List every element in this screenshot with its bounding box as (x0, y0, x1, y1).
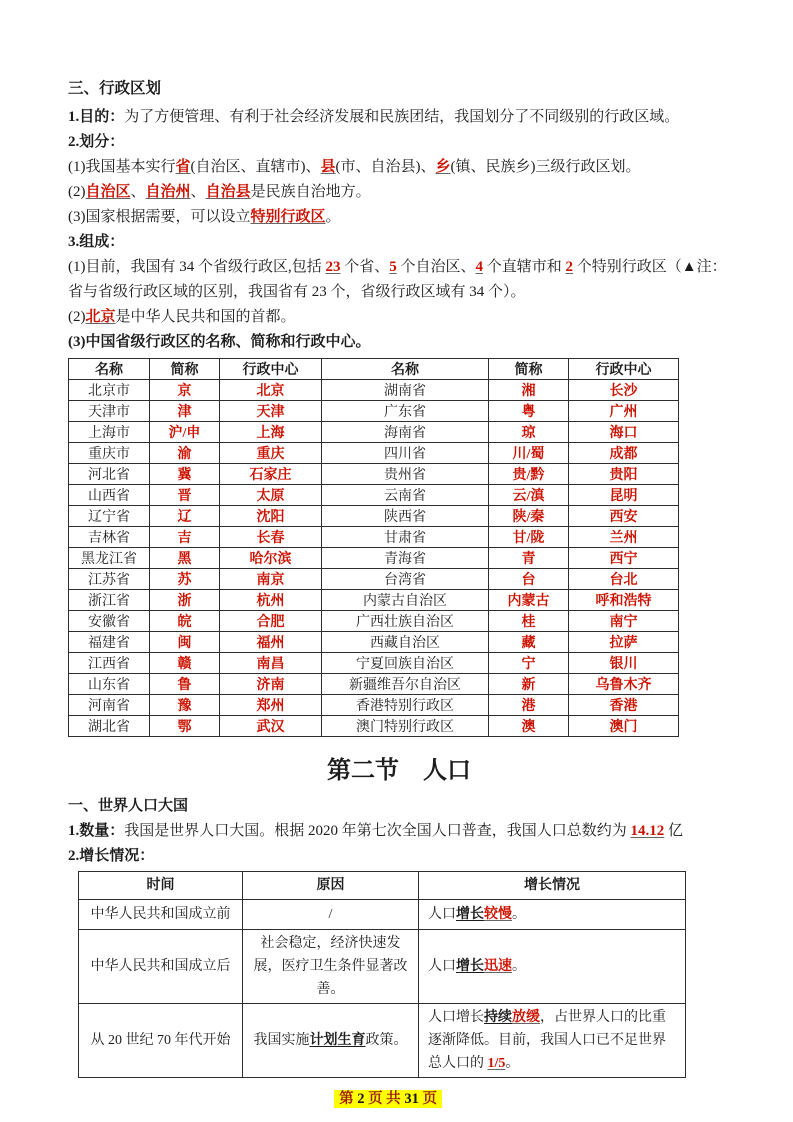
text-line (68, 305, 730, 330)
table-cell: 台 (489, 569, 569, 590)
table-cell: 石家庄 (220, 464, 322, 485)
table-cell: 鄂 (150, 716, 220, 737)
column-header-time: 时间 (79, 872, 243, 900)
text-segment: (镇、民族乡)三级行政区划。 (450, 159, 641, 175)
text-segment: 一、世界人口大国 (68, 798, 189, 814)
table-cell: 黑龙江省 (69, 548, 150, 569)
table-cell: 陕/秦 (489, 506, 569, 527)
table-cell: 上海 (220, 422, 322, 443)
table-cell: 青海省 (322, 548, 489, 569)
table-cell: 琼 (489, 422, 569, 443)
table-cell: 山西省 (69, 485, 150, 506)
table-cell: 昆明 (569, 485, 679, 506)
table-cell: 湘 (489, 380, 569, 401)
table-cell: 港 (489, 695, 569, 716)
text-segment: 4 (475, 259, 484, 275)
text-segment: 我国是世界人口大国。根据 2020 年第七次全国人口普查，我国人口总数约为 (124, 823, 631, 839)
table-row (69, 527, 679, 548)
table-cell: 晋 (150, 485, 220, 506)
text-segment: 人口 (428, 907, 456, 922)
table-cell: 豫 (150, 695, 220, 716)
table-cell: 湖南省 (322, 380, 489, 401)
table-cell (79, 930, 243, 1004)
table-cell: 香港特别行政区 (322, 695, 489, 716)
text-segment: 特别行政区 (250, 209, 326, 225)
column-header-name-right: 名称 (322, 359, 489, 380)
table-cell: 澳门特别行政区 (322, 716, 489, 737)
table-cell: 陕西省 (322, 506, 489, 527)
text-segment: 增长 (456, 959, 484, 974)
table-cell: 哈尔滨 (220, 548, 322, 569)
table-row (69, 716, 679, 737)
table-cell: 济南 (220, 674, 322, 695)
text-segment: 3.组成： (68, 234, 125, 250)
population-text-block (68, 794, 733, 869)
column-header-name-left: 名称 (69, 359, 150, 380)
text-segment: 较慢 (484, 907, 512, 922)
text-line (68, 230, 730, 255)
growth-table-header (79, 872, 686, 900)
table-cell: 天津 (220, 401, 322, 422)
column-header-abbr-right: 简称 (489, 359, 569, 380)
text-segment: 页 共 (364, 1091, 405, 1107)
table-cell: 西宁 (569, 548, 679, 569)
text-segment: (3)国家根据需要，可以设立 (68, 209, 251, 225)
admin-text-block (68, 105, 733, 355)
text-segment: 人口 (428, 959, 456, 974)
table-cell: 成都 (569, 443, 679, 464)
population-growth-table (78, 871, 686, 1078)
text-segment: 亿 (664, 823, 684, 839)
table-cell: 藏 (489, 632, 569, 653)
table-cell: 台湾省 (322, 569, 489, 590)
table-cell: 苏 (150, 569, 220, 590)
page-footer (68, 1087, 708, 1108)
text-segment: 乡 (435, 159, 451, 175)
text-segment: 页 (418, 1091, 437, 1107)
table-cell: 甘肃省 (322, 527, 489, 548)
table-cell: 沪/申 (150, 422, 220, 443)
table-cell: 云南省 (322, 485, 489, 506)
table-cell: 武汉 (220, 716, 322, 737)
text-segment: 自治州 (145, 184, 191, 200)
text-segment: 2 (565, 259, 574, 275)
table-cell: 北京 (220, 380, 322, 401)
text-segment: 县 (320, 159, 336, 175)
text-segment: 2 (357, 1091, 365, 1107)
table-cell: 福州 (220, 632, 322, 653)
table-cell: 辽宁省 (69, 506, 150, 527)
province-table (68, 358, 679, 737)
table-row (69, 674, 679, 695)
table-cell: 内蒙古自治区 (322, 590, 489, 611)
table-row (69, 422, 679, 443)
text-segment: 23 (325, 259, 341, 275)
table-row (79, 900, 686, 930)
table-cell (243, 930, 419, 1004)
table-cell: 江西省 (69, 653, 150, 674)
text-segment: 个特别行政区（▲注：省与省级行政区域的区别，我国省有 23 个，省级行政区域有 34 个）。 (68, 259, 727, 300)
text-segment: 。 (325, 209, 341, 225)
table-cell: 西安 (569, 506, 679, 527)
text-segment: (1)目前，我国有 34 个省级行政区,包括 (68, 259, 326, 275)
table-cell: 西藏自治区 (322, 632, 489, 653)
table-row (69, 506, 679, 527)
table-cell: 新 (489, 674, 569, 695)
table-cell: 天津市 (69, 401, 150, 422)
text-segment: (自治区、直辖市)、 (190, 159, 321, 175)
table-cell: 黑 (150, 548, 220, 569)
table-cell: 赣 (150, 653, 220, 674)
table-cell: 闽 (150, 632, 220, 653)
table-cell: 云/滇 (489, 485, 569, 506)
table-cell: 澳 (489, 716, 569, 737)
table-cell: 南京 (220, 569, 322, 590)
text-segment: 计划生育 (309, 1033, 366, 1048)
province-table-header (69, 359, 679, 380)
text-segment: 14.12 (630, 823, 665, 839)
text-line (68, 255, 730, 305)
text-line (68, 330, 730, 355)
table-cell: 福建省 (69, 632, 150, 653)
table-cell: 太原 (220, 485, 322, 506)
table-cell (79, 1004, 243, 1078)
table-cell: 冀 (150, 464, 220, 485)
text-segment: 中华人民共和国成立前 (90, 907, 231, 922)
admin-section-heading: 三、行政区划 (68, 80, 162, 97)
text-segment: 我国实施 (253, 1033, 310, 1048)
table-cell: 吉林省 (69, 527, 150, 548)
table-header-row (79, 872, 686, 900)
table-row (69, 611, 679, 632)
table-cell: 台北 (569, 569, 679, 590)
table-cell: 山东省 (69, 674, 150, 695)
page-number-badge (334, 1090, 442, 1108)
table-row (69, 548, 679, 569)
table-cell: 呼和浩特 (569, 590, 679, 611)
table-cell: 兰州 (569, 527, 679, 548)
text-segment: 社会稳定，经济快速发展，医疗卫生条件显著改善。 (253, 936, 408, 997)
table-cell: 南宁 (569, 611, 679, 632)
table-row (69, 569, 679, 590)
text-segment: 自治区 (85, 184, 131, 200)
table-header-row (69, 359, 679, 380)
table-cell: 郑州 (220, 695, 322, 716)
text-segment: ，占世界人口的比重逐渐降低。目前，我国人口已不足世界总人口的 (428, 1010, 666, 1071)
text-segment: (2) (68, 309, 86, 325)
column-header-capital-left: 行政中心 (220, 359, 322, 380)
text-line (68, 205, 730, 230)
table-cell: 贵阳 (569, 464, 679, 485)
table-cell: 拉萨 (569, 632, 679, 653)
table-cell: 宁 (489, 653, 569, 674)
table-cell: 甘/陇 (489, 527, 569, 548)
text-line (68, 130, 730, 155)
text-segment: 增长 (456, 907, 484, 922)
table-cell: 广东省 (322, 401, 489, 422)
text-segment: 是民族自治地方。 (250, 184, 371, 200)
table-cell: 沈阳 (220, 506, 322, 527)
table-cell (419, 1004, 686, 1078)
table-row (69, 695, 679, 716)
text-segment: 、 (190, 184, 206, 200)
text-segment: 1.数量： (68, 823, 125, 839)
table-row (69, 380, 679, 401)
table-cell: 贵州省 (322, 464, 489, 485)
table-cell: 贵/黔 (489, 464, 569, 485)
table-cell (419, 900, 686, 930)
text-segment: 5 (389, 259, 397, 275)
table-row (69, 485, 679, 506)
text-line (68, 105, 730, 130)
table-cell: 津 (150, 401, 220, 422)
text-segment: (1)我国基本实行 (68, 159, 176, 175)
table-cell: 广西壮族自治区 (322, 611, 489, 632)
text-segment: 是中华人民共和国的首都。 (115, 309, 296, 325)
table-cell: 桂 (489, 611, 569, 632)
text-segment: 持续 (484, 1010, 512, 1025)
text-segment: 个直辖市和 (483, 259, 566, 275)
table-row (69, 443, 679, 464)
table-row (69, 401, 679, 422)
table-cell: 广州 (569, 401, 679, 422)
text-segment: 中华人民共和国成立后 (90, 959, 231, 974)
text-segment: 。 (505, 1056, 520, 1071)
table-row (79, 930, 686, 1004)
text-segment: 2.增长情况： (68, 848, 155, 864)
table-cell: 香港 (569, 695, 679, 716)
text-segment: 政策。 (365, 1033, 408, 1048)
table-cell: 江苏省 (69, 569, 150, 590)
table-cell: 长春 (220, 527, 322, 548)
text-line (68, 844, 730, 869)
table-cell: 重庆 (220, 443, 322, 464)
table-cell (419, 930, 686, 1004)
table-cell: 四川省 (322, 443, 489, 464)
table-cell: 河南省 (69, 695, 150, 716)
table-row (69, 653, 679, 674)
table-cell: 宁夏回族自治区 (322, 653, 489, 674)
table-cell: 海口 (569, 422, 679, 443)
text-line (68, 155, 730, 180)
text-segment: 从 20 世纪 70 年代开始 (90, 1033, 231, 1048)
table-cell: 川/蜀 (489, 443, 569, 464)
table-cell (79, 900, 243, 930)
table-cell: 重庆市 (69, 443, 150, 464)
section2-title: 第二节 人口 (327, 758, 471, 784)
text-segment: 个自治区、 (396, 259, 476, 275)
table-cell: 皖 (150, 611, 220, 632)
text-segment: 、 (130, 184, 146, 200)
table-cell: 长沙 (569, 380, 679, 401)
text-segment: 自治县 (205, 184, 251, 200)
text-segment: (3)中国省级行政区的名称、简称和行政中心。 (68, 334, 371, 350)
text-line (68, 180, 730, 205)
table-row (69, 464, 679, 485)
text-segment: 2.划分： (68, 134, 125, 150)
text-line (68, 819, 730, 844)
table-row (69, 590, 679, 611)
table-cell: 内蒙古 (489, 590, 569, 611)
text-segment: 放缓 (512, 1010, 540, 1025)
text-segment: 为了方便管理、有利于社会经济发展和民族团结，我国划分了不同级别的行政区域。 (124, 109, 680, 125)
text-segment: (市、自治县)、 (335, 159, 436, 175)
table-cell: 辽 (150, 506, 220, 527)
table-row (69, 632, 679, 653)
table-cell: 湖北省 (69, 716, 150, 737)
growth-table-body (79, 900, 686, 1078)
text-segment: 迅速 (484, 959, 512, 974)
table-cell: 渝 (150, 443, 220, 464)
table-cell: 青 (489, 548, 569, 569)
text-segment: 个省、 (340, 259, 390, 275)
table-cell: 新疆维吾尔自治区 (322, 674, 489, 695)
table-cell: 吉 (150, 527, 220, 548)
table-cell: 浙江省 (69, 590, 150, 611)
text-segment: 31 (404, 1091, 419, 1107)
table-cell: 合肥 (220, 611, 322, 632)
text-segment: 。 (512, 959, 526, 974)
table-cell: 上海市 (69, 422, 150, 443)
text-segment: (2) (68, 184, 86, 200)
column-header-growth: 增长情况 (419, 872, 686, 900)
table-cell: 南昌 (220, 653, 322, 674)
table-cell: 浙 (150, 590, 220, 611)
table-cell: 鲁 (150, 674, 220, 695)
table-cell (243, 900, 419, 930)
table-cell: 北京市 (69, 380, 150, 401)
text-segment: 第 (339, 1091, 358, 1107)
text-segment: 1.目的： (68, 109, 125, 125)
table-cell: 乌鲁木齐 (569, 674, 679, 695)
table-cell: 海南省 (322, 422, 489, 443)
table-cell: 银川 (569, 653, 679, 674)
table-cell: 杭州 (220, 590, 322, 611)
text-segment: 北京 (85, 309, 116, 325)
column-header-abbr-left: 简称 (150, 359, 220, 380)
table-cell: 澳门 (569, 716, 679, 737)
text-segment: 省 (175, 159, 191, 175)
province-table-body (69, 380, 679, 737)
text-segment: 。 (512, 907, 526, 922)
text-segment: 人口增长 (428, 1010, 484, 1025)
text-segment: 1/5 (487, 1056, 506, 1071)
text-segment: / (328, 907, 333, 922)
text-line (68, 794, 730, 819)
table-cell: 河北省 (69, 464, 150, 485)
column-header-capital-right: 行政中心 (569, 359, 679, 380)
table-cell: 安徽省 (69, 611, 150, 632)
table-cell: 粤 (489, 401, 569, 422)
table-cell: 京 (150, 380, 220, 401)
table-row (79, 1004, 686, 1078)
table-cell (243, 1004, 419, 1078)
column-header-reason: 原因 (243, 872, 419, 900)
